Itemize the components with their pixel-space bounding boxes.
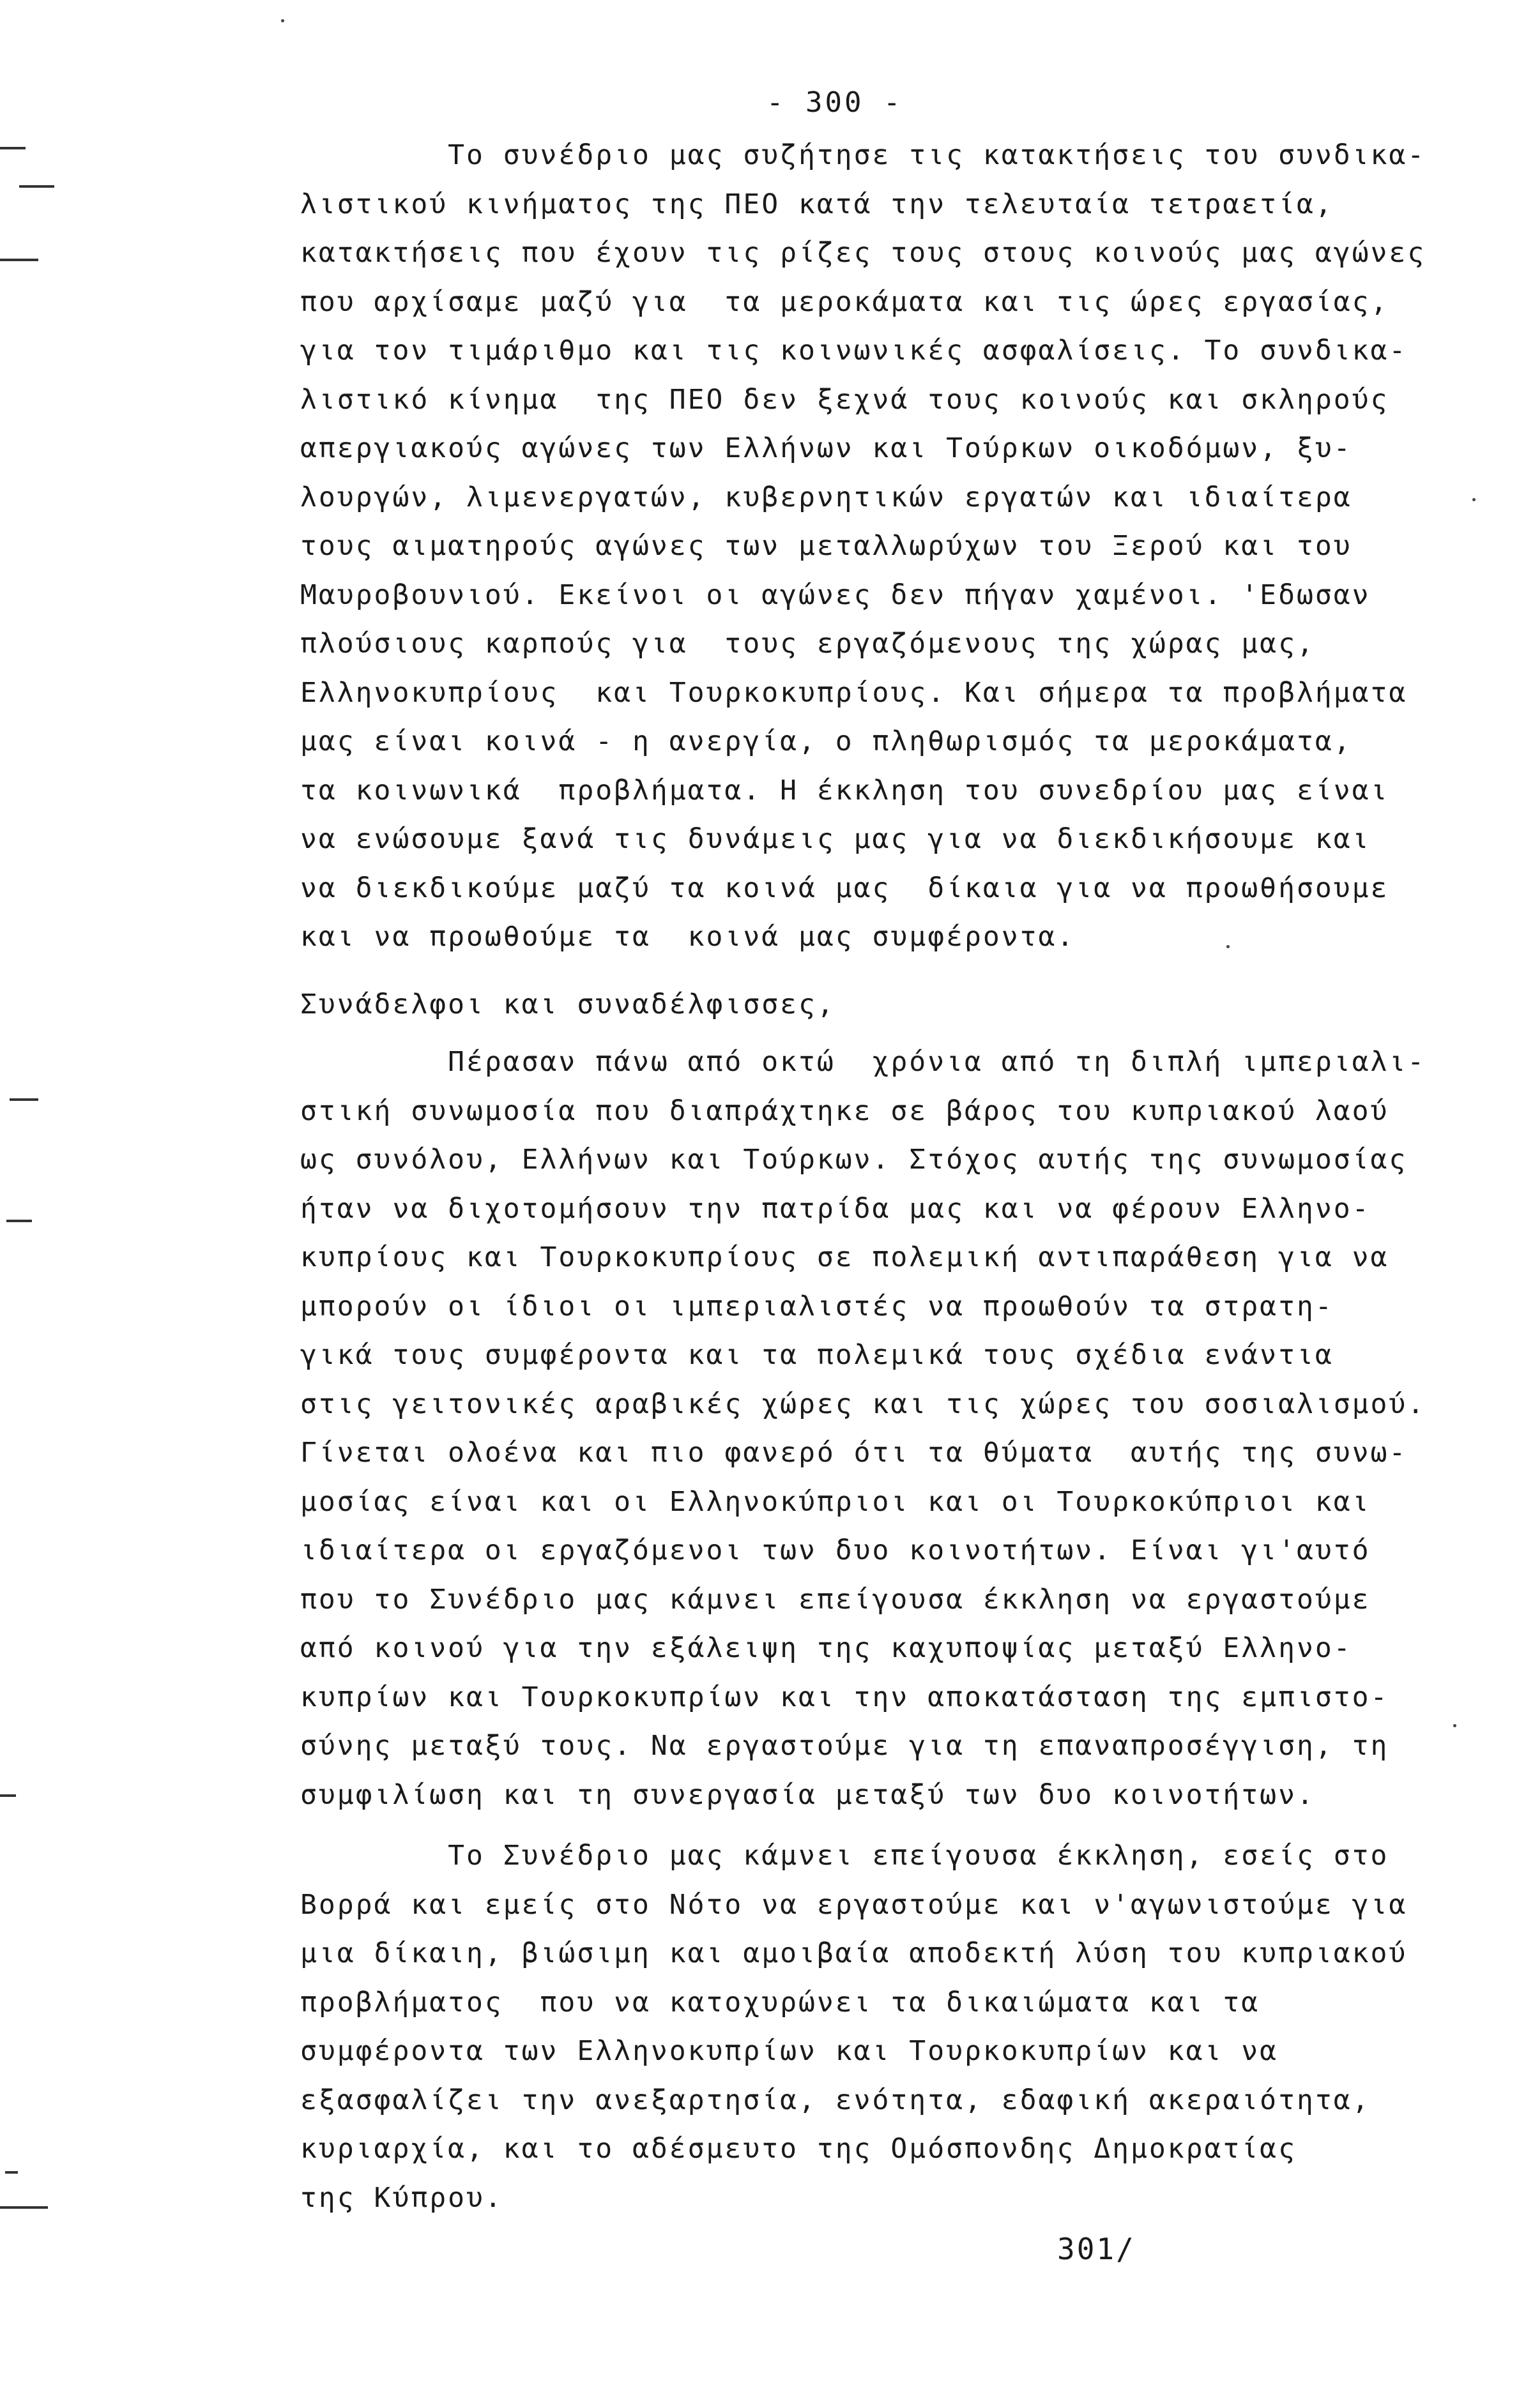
margin-mark (10, 1098, 38, 1101)
margin-mark (0, 2206, 48, 2209)
paragraph-3-line: Το Συνέδριο μας κάμνει επείγουσα έκκληση, εσείς στο (300, 1840, 1389, 1872)
paragraph-2-line: γικά τους συμφέροντα και τα πολεμικά τους σχέδια ενάντια (300, 1339, 1334, 1371)
paragraph-2-line: κυπρίους και Τουρκοκυπρίους σε πολεμική αντιπαράθεση για να (300, 1241, 1389, 1273)
speck (1226, 945, 1230, 948)
paragraph-1-line: να διεκδικούμε μαζύ τα κοινά μας δίκαια για να προωθήσουμε (300, 872, 1389, 904)
continuation-page-number: 301/ (1057, 2232, 1136, 2266)
margin-mark (0, 259, 38, 261)
paragraph-3-line: της Κύπρου. (300, 2181, 503, 2214)
paragraph-3-line: εξασφαλίζει την ανεξαρτησία, ενότητα, εδαφική ακεραιότητα, (300, 2084, 1371, 2116)
margin-mark (5, 2171, 18, 2174)
paragraph-3-line: μια δίκαιη, βιώσιμη και αμοιβαία αποδεκτή λύση του κυπριακού (300, 1937, 1408, 1969)
margin-mark (19, 185, 54, 188)
paragraph-3-line: προβλήματος που να κατοχυρώνει τα δικαιώματα και τα (300, 1986, 1260, 2018)
paragraph-1-line: να ενώσουμε ξανά τις δυνάμεις μας για να διεκδικήσουμε και (300, 823, 1371, 855)
paragraph-1-line: λιστικού κινήματος της ΠΕΟ κατά την τελευταία τετραετία, (300, 188, 1334, 220)
margin-mark (6, 1220, 32, 1222)
paragraph-1-line: τα κοινωνικά προβλήματα. Η έκκληση του συνεδρίου μας είναι (300, 774, 1389, 806)
paragraph-1 (300, 131, 1476, 962)
paragraph-2-line: κυπρίων και Τουρκοκυπρίων και την αποκατάσταση της εμπιστο- (300, 1681, 1389, 1713)
paragraph-2-line: ως συνόλου, Ελλήνων και Τούρκων. Στόχος αυτής της συνωμοσίας (300, 1144, 1408, 1176)
paragraph-1-line: λιστικό κίνημα της ΠΕΟ δεν ξεχνά τους κοινούς και σκληρούς (300, 383, 1389, 416)
paragraph-2-line: σύνης μεταξύ τους. Να εργαστούμε για τη επαναπροσέγγιση, τη (300, 1730, 1389, 1762)
paragraph-2 (300, 1038, 1476, 1819)
paragraph-2-line: Πέρασαν πάνω από οκτώ χρόνια από τη διπλή ιμπεριαλι- (300, 1046, 1426, 1078)
page-number: - 300 - (767, 86, 903, 119)
paragraph-1-line: τους αιματηρούς αγώνες των μεταλλωρύχων του Ξερού και του (300, 530, 1352, 562)
paragraph-3 (300, 1831, 1476, 2222)
speck (281, 19, 284, 22)
margin-mark (0, 147, 26, 149)
paragraph-2-line: Γίνεται ολοένα και πιο φανερό ότι τα θύματα αυτής της συνω- (300, 1437, 1408, 1469)
margin-mark (0, 1794, 16, 1797)
paragraph-2-line: συμφιλίωση και τη συνεργασία μεταξύ των δυο κοινοτήτων. (300, 1778, 1315, 1811)
paragraph-1-line: μας είναι κοινά - η ανεργία, ο πληθωρισμός τα μεροκάματα, (300, 725, 1352, 757)
paragraph-1-line: Το συνέδριο μας συζήτησε τις κατακτήσεις του συνδικα- (300, 139, 1426, 171)
paragraph-2-line: στις γειτονικές αραβικές χώρες και τις χώρες του σοσιαλισμού. (300, 1388, 1426, 1420)
speck (1453, 1724, 1456, 1727)
salutation: Συνάδελφοι και συναδέλφισσες, (300, 988, 835, 1020)
paragraph-1-line: λουργών, λιμενεργατών, κυβερνητικών εργατών και ιδιαίτερα (300, 481, 1352, 513)
paragraph-3-line: Βορρά και εμείς στο Νότο να εργαστούμε και ν'αγωνιστούμε για (300, 1888, 1408, 1921)
speck (1472, 498, 1476, 501)
paragraph-3-line: κυριαρχία, και το αδέσμευτο της Ομόσπονδης Δημοκρατίας (300, 2133, 1297, 2165)
paragraph-1-line: απεργιακούς αγώνες των Ελλήνων και Τούρκων οικοδόμων, ξυ- (300, 432, 1352, 464)
paragraph-1-line: Ελληνοκυπρίους και Τουρκοκυπρίους. Και σήμερα τα προβλήματα (300, 676, 1408, 709)
paragraph-2-line: ήταν να διχοτομήσουν την πατρίδα μας και να φέρουν Ελληνο- (300, 1192, 1371, 1225)
paragraph-1-line: πλούσιους καρπούς για τους εργαζόμενους της χώρας μας, (300, 628, 1315, 660)
paragraph-2-line: μπορούν οι ίδιοι οι ιμπεριαλιστές να προωθούν τα στρατη- (300, 1290, 1334, 1322)
paragraph-3-line: συμφέροντα των Ελληνοκυπρίων και Τουρκοκυπρίων και να (300, 2035, 1279, 2067)
paragraph-2-line: ιδιαίτερα οι εργαζόμενοι των δυο κοινοτήτων. Είναι γι'αυτό (300, 1534, 1371, 1566)
paragraph-1-line: για τον τιμάριθμο και τις κοινωνικές ασφαλίσεις. Το συνδικα- (300, 335, 1408, 367)
paragraph-1-line: Μαυροβουνιού. Εκείνοι οι αγώνες δεν πήγαν χαμένοι. 'Εδωσαν (300, 579, 1371, 611)
paragraph-1-line: που αρχίσαμε μαζύ για τα μεροκάματα και τις ώρες εργασίας, (300, 285, 1389, 318)
paragraph-1-line: και να προωθούμε τα κοινά μας συμφέροντα. (300, 921, 1076, 953)
paragraph-2-line: στική συνωμοσία που διαπράχτηκε σε βάρος του κυπριακού λαού (300, 1094, 1389, 1127)
paragraph-1-line: κατακτήσεις που έχουν τις ρίζες τους στους κοινούς μας αγώνες (300, 237, 1426, 269)
paragraph-2-line: από κοινού για την εξάλειψη της καχυποψίας μεταξύ Ελληνο- (300, 1632, 1352, 1664)
paragraph-2-line: που το Συνέδριο μας κάμνει επείγουσα έκκληση να εργαστούμε (300, 1583, 1371, 1616)
paragraph-2-line: μοσίας είναι και οι Ελληνοκύπριοι και οι Τουρκοκύπριοι και (300, 1485, 1371, 1518)
